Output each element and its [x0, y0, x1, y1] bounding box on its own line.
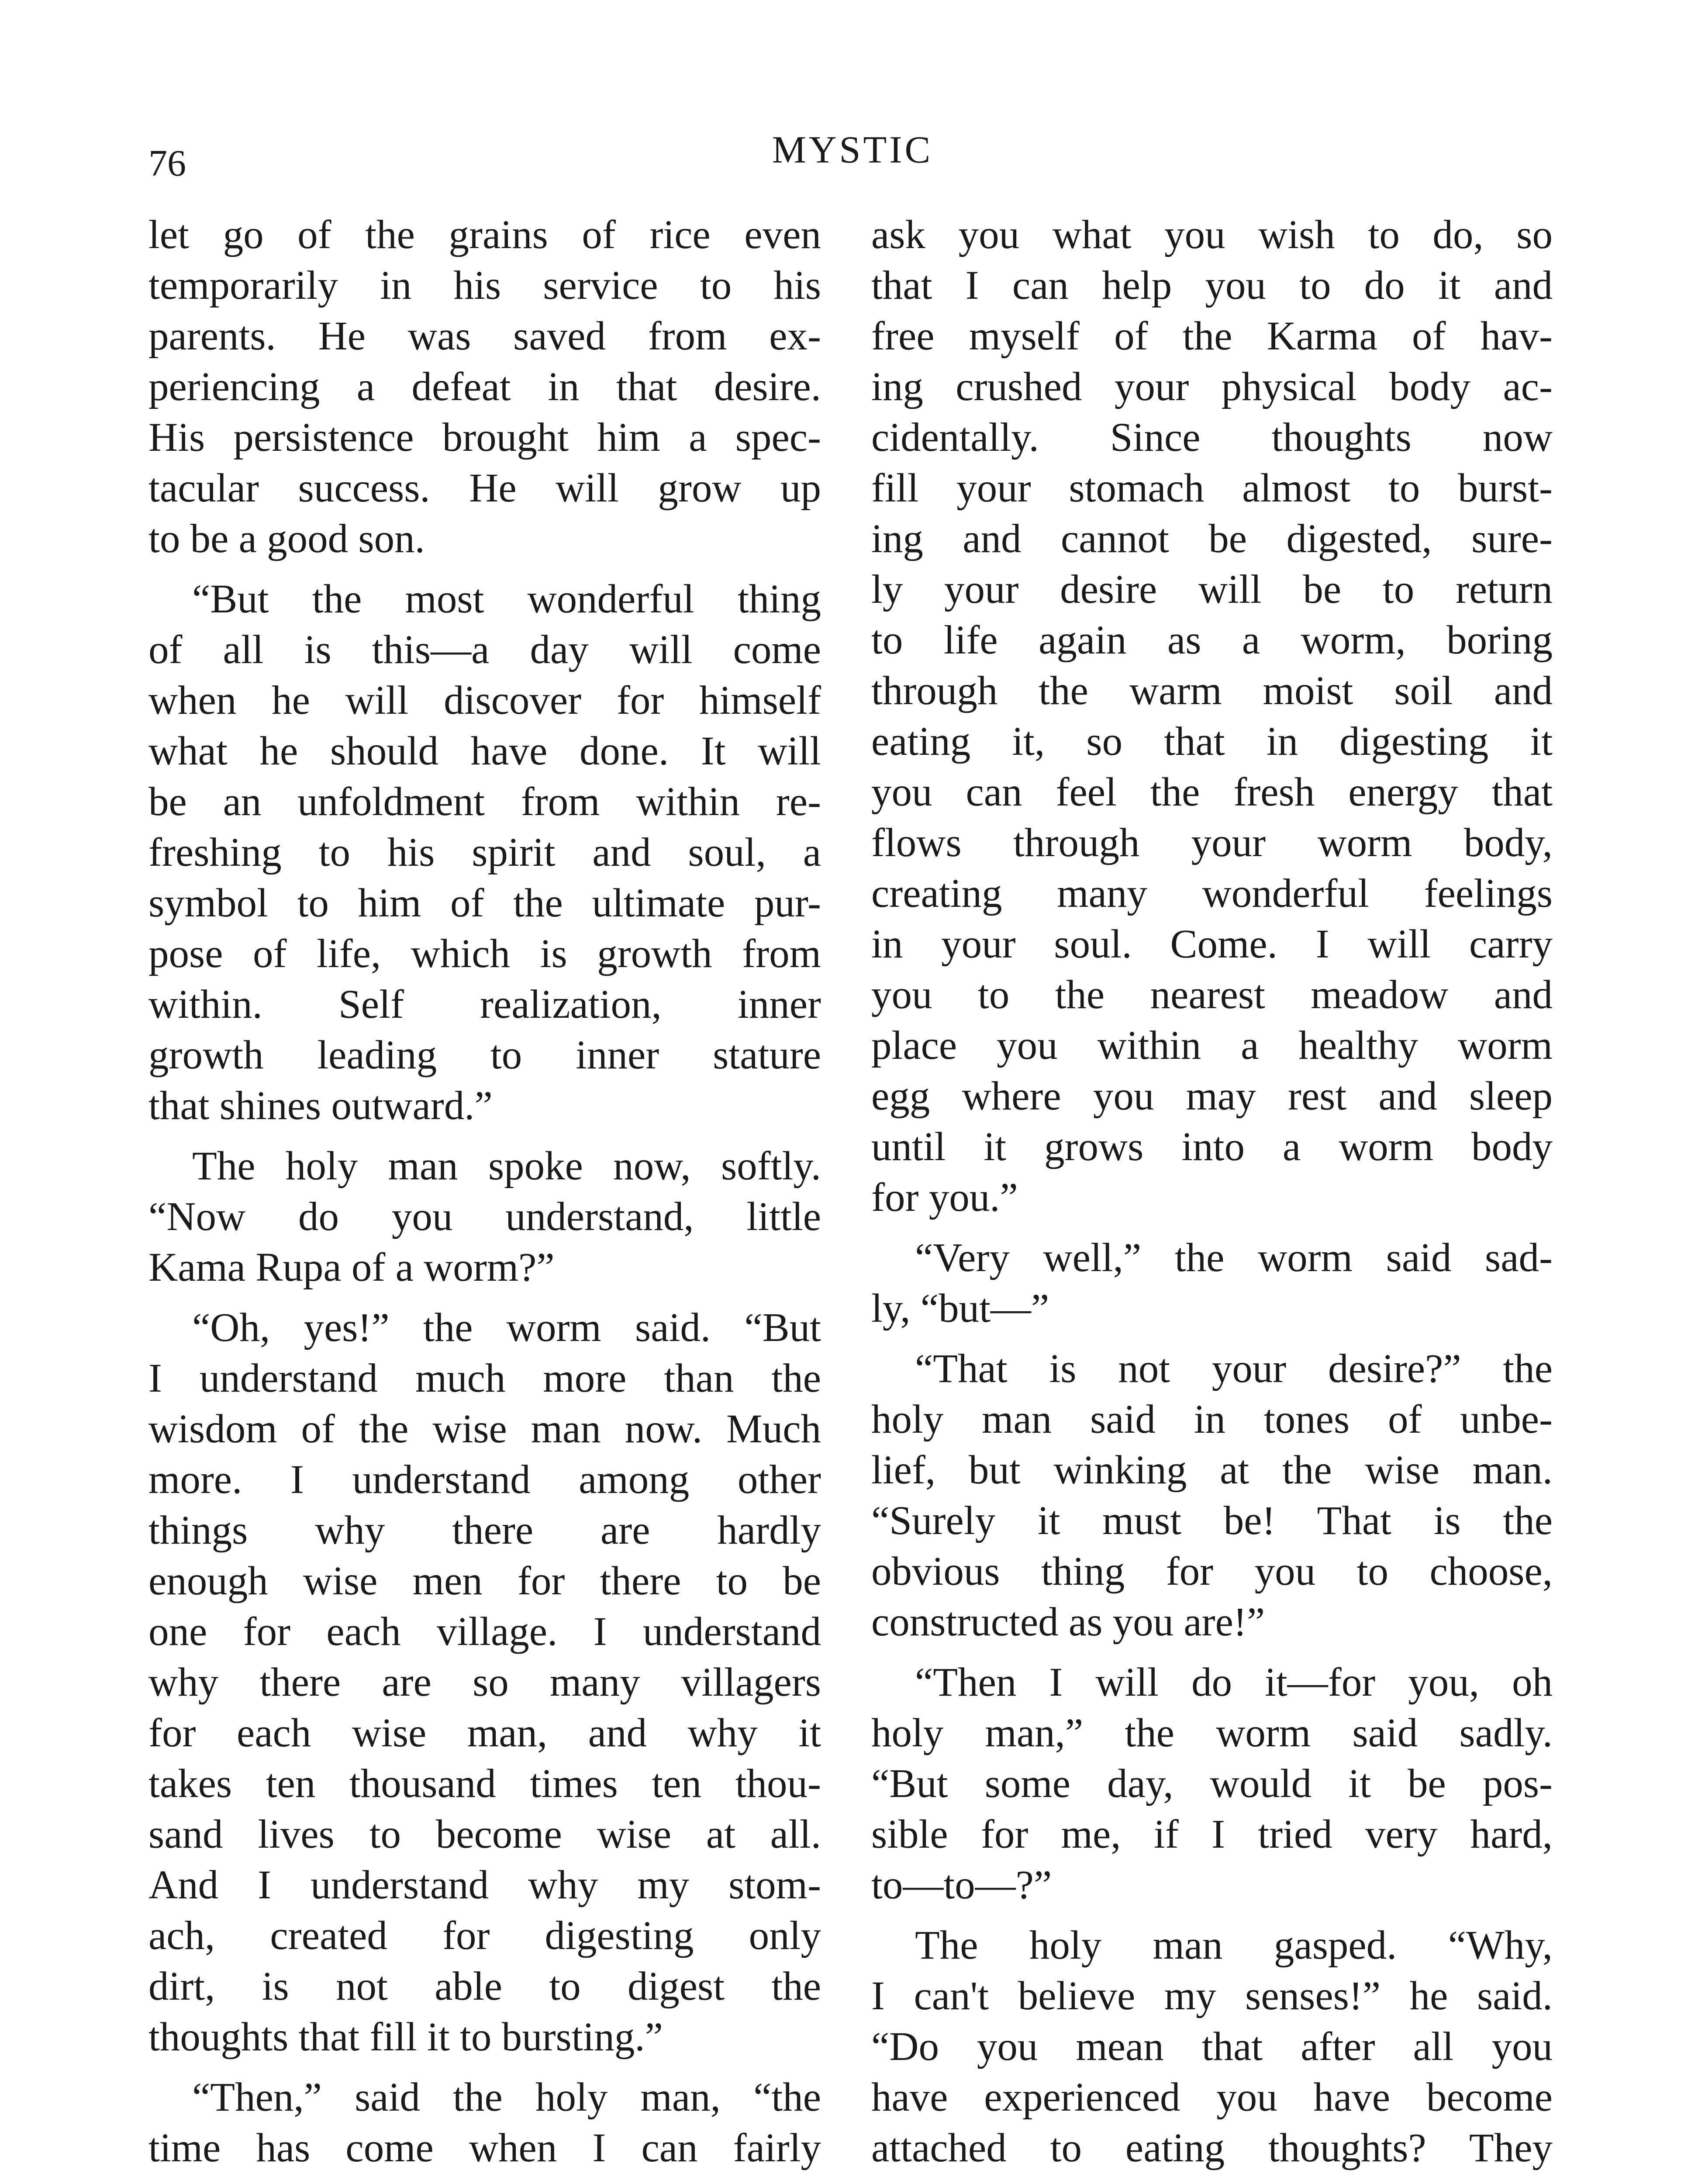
text-line: time has come when I can fairly: [148, 2125, 821, 2170]
text-line: “Then,” said the holy man, “the: [192, 2075, 821, 2120]
text-line: “Surely it must be! That is the: [871, 1498, 1553, 1543]
text-line: ly your desire will be to return: [871, 567, 1553, 612]
text-line: you can feel the fresh energy that: [871, 770, 1553, 815]
text-line: His persistence brought him a spec-: [148, 415, 821, 460]
left-column: [148, 210, 821, 2174]
text-line: “That is not your desire?” the: [915, 1346, 1553, 1391]
text-line: let go of the grains of rice even: [148, 212, 821, 257]
paragraph-gap: [871, 1648, 1553, 1657]
text-line: place you within a healthy worm: [871, 1023, 1553, 1068]
text-line: eating it, so that in digesting it: [871, 719, 1553, 764]
running-title: MYSTIC: [772, 129, 933, 171]
page-number: 76: [148, 142, 186, 184]
text-line: in your soul. Come. I will carry: [871, 922, 1553, 967]
text-line: cidentally. Since thoughts now: [871, 415, 1553, 460]
text-line: Kama Rupa of a worm?”: [148, 1245, 555, 1290]
text-line: “Now do you understand, little: [148, 1194, 821, 1239]
text-line: until it grows into a worm body: [871, 1124, 1553, 1169]
text-line: “Then I will do it—for you, oh: [915, 1660, 1553, 1705]
text-line: “Oh, yes!” the worm said. “But: [192, 1305, 821, 1350]
text-line: parents. He was saved from ex-: [148, 314, 821, 359]
text-line: takes ten thousand times ten thou-: [148, 1761, 821, 1806]
text-line: of all is this—a day will come: [148, 627, 821, 672]
text-line: lief, but winking at the wise man.: [871, 1448, 1553, 1493]
text-line: freshing to his spirit and soul, a: [148, 830, 821, 875]
text-line: that I can help you to do it and: [871, 263, 1553, 308]
text-line: tacular success. He will grow up: [148, 466, 821, 511]
text-line: flows through your worm body,: [871, 820, 1553, 865]
text-line: why there are so many villagers: [148, 1660, 821, 1705]
text-line: symbol to him of the ultimate pur-: [148, 881, 821, 926]
text-line: be an unfoldment from within re-: [148, 779, 821, 824]
text-line: sible for me, if I tried very hard,: [871, 1812, 1553, 1857]
text-line: egg where you may rest and sleep: [871, 1074, 1553, 1119]
text-line: obvious thing for you to choose,: [871, 1549, 1553, 1594]
text-line: wisdom of the wise man now. Much: [148, 1406, 821, 1451]
text-line: to life again as a worm, boring: [871, 618, 1553, 663]
text-line: what he should have done. It will: [148, 729, 821, 774]
text-line: The holy man gasped. “Why,: [915, 1923, 1553, 1968]
text-line: ing and cannot be digested, sure-: [871, 516, 1553, 561]
text-line: ing crushed your physical body ac-: [871, 364, 1553, 409]
text-line: for you.”: [871, 1175, 1018, 1220]
text-line: things why there are hardly: [148, 1508, 821, 1553]
text-line: I can't believe my senses!” he said.: [871, 1973, 1553, 2018]
text-line: when he will discover for himself: [148, 678, 821, 723]
paragraph-gap: [148, 2063, 821, 2072]
text-line: periencing a defeat in that desire.: [148, 364, 821, 409]
paragraph-gap: [871, 1334, 1553, 1344]
text-line: have experienced you have become: [871, 2075, 1553, 2120]
text-line: I understand much more than the: [148, 1356, 821, 1401]
text-line: constructed as you are!”: [871, 1600, 1265, 1645]
paragraph-gap: [871, 1911, 1553, 1920]
text-line: sand lives to become wise at all.: [148, 1812, 821, 1857]
paragraph-gap: [148, 1131, 821, 1141]
text-line: temporarily in his service to his: [148, 263, 821, 308]
text-line: ly, “but—”: [871, 1286, 1049, 1331]
text-line: pose of life, which is growth from: [148, 931, 821, 976]
text-line: “But the most wonderful thing: [192, 577, 821, 622]
text-line: you to the nearest meadow and: [871, 972, 1553, 1017]
paragraph-gap: [148, 1293, 821, 1303]
text-line: ach, created for digesting only: [148, 1913, 821, 1958]
text-line: attached to eating thoughts? They: [871, 2125, 1553, 2170]
text-line: dirt, is not able to digest the: [148, 1964, 821, 2009]
text-line: holy man said in tones of unbe-: [871, 1397, 1553, 1442]
text-line: for each wise man, and why it: [148, 1711, 821, 1755]
text-line: The holy man spoke now, softly.: [192, 1144, 821, 1189]
text-line: more. I understand among other: [148, 1457, 821, 1502]
text-line: one for each village. I understand: [148, 1609, 821, 1654]
text-line: to—to—?”: [871, 1863, 1052, 1908]
text-line: creating many wonderful feelings: [871, 871, 1553, 916]
text-line: And I understand why my stom-: [148, 1863, 821, 1908]
text-line: free myself of the Karma of hav-: [871, 314, 1553, 359]
paragraph-gap: [148, 564, 821, 574]
paragraph-gap: [871, 1223, 1553, 1233]
text-line: to be a good son.: [148, 516, 425, 561]
text-line: growth leading to inner stature: [148, 1033, 821, 1078]
text-line: fill your stomach almost to burst-: [871, 466, 1553, 511]
text-line: ask you what you wish to do, so: [871, 212, 1553, 257]
text-line: within. Self realization, inner: [148, 982, 821, 1027]
text-line: holy man,” the worm said sadly.: [871, 1711, 1553, 1755]
text-line: “But some day, would it be pos-: [871, 1761, 1553, 1806]
text-line: through the warm moist soil and: [871, 668, 1553, 713]
text-line: enough wise men for there to be: [148, 1559, 821, 1603]
text-line: thoughts that fill it to bursting.”: [148, 2015, 663, 2060]
text-line: “Do you mean that after all you: [871, 2024, 1553, 2069]
text-line: “Very well,” the worm said sad-: [915, 1235, 1553, 1280]
text-line: that shines outward.”: [148, 1083, 493, 1128]
right-column: [871, 210, 1553, 2174]
